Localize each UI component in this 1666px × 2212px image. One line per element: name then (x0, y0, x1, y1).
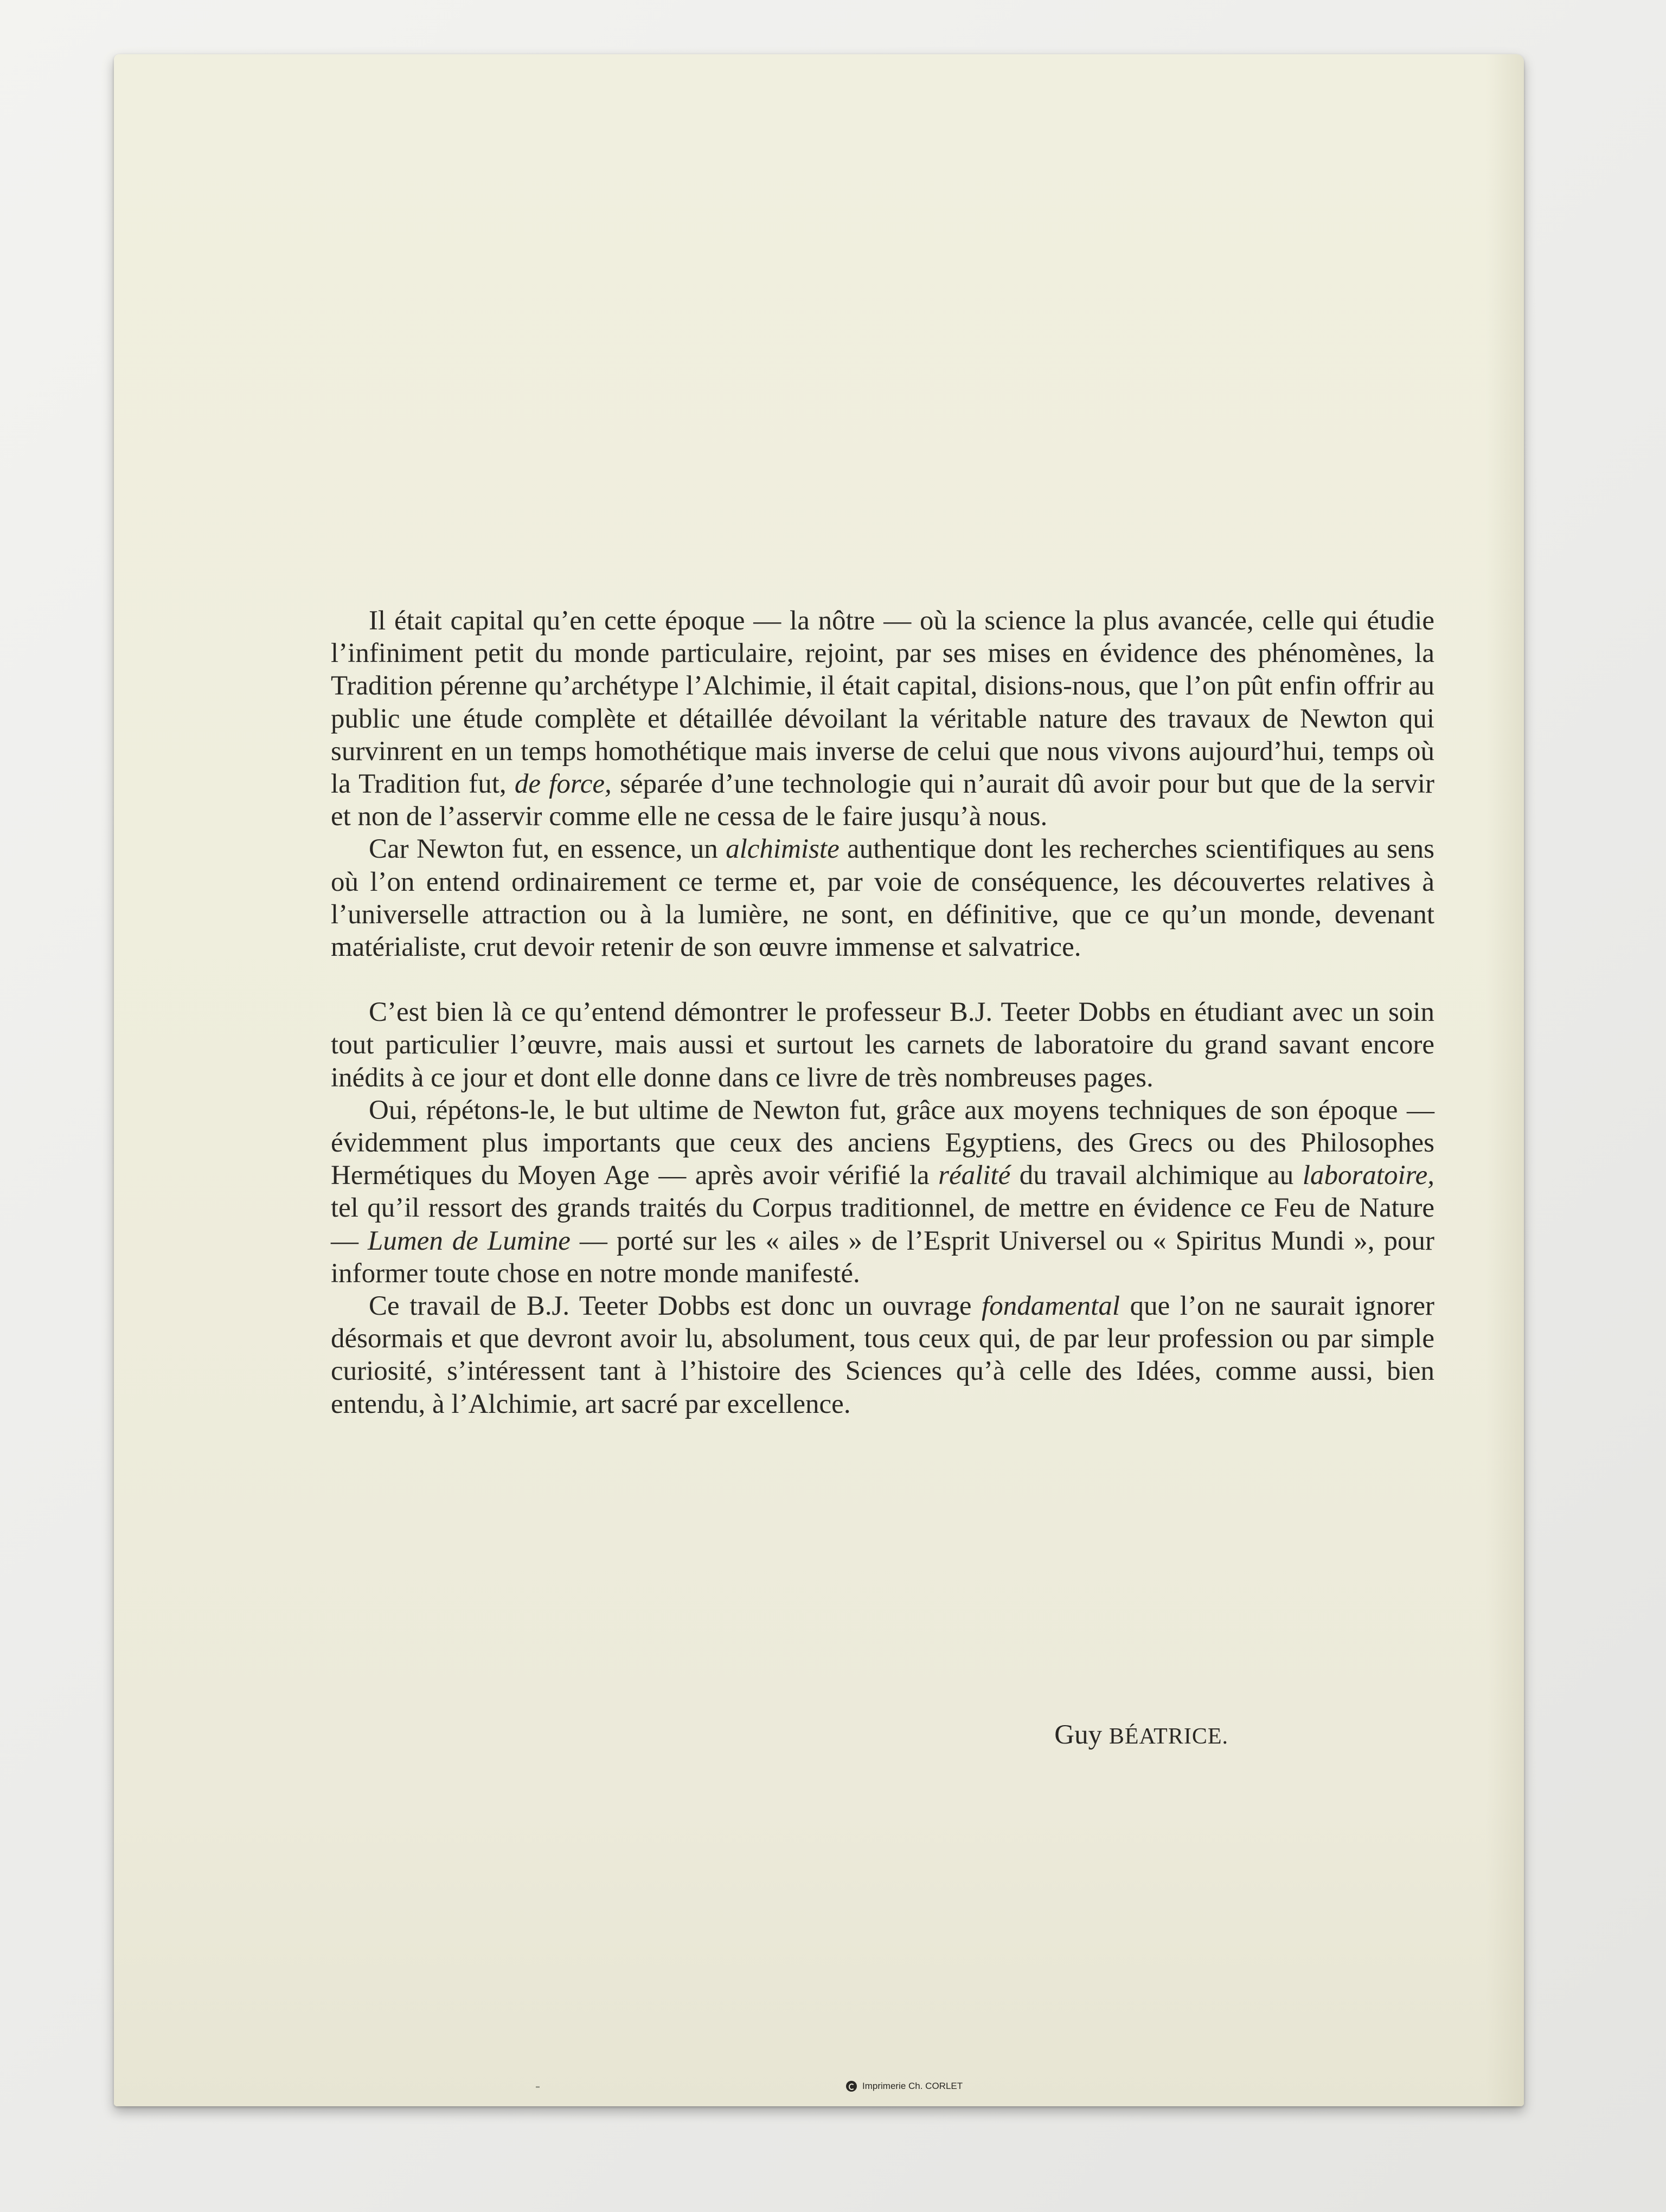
text-run: Il était capital qu’en cette époque — la nôtre — où la science la plus avancée, celle qui étudie l’infiniment petit du monde particulaire, rejoint, par ses mises en évidence des phénomènes, la Tradition pérenne qu’archétype l’Alchimie, il était capital, disions-nous, que l’on pût enfin offrir au public une étude complète et détaillée dévoilant la véritable nature des travaux de Newton qui survinrent en un temps homothétique mais inverse de celui que nous vivons aujourd’hui, temps où la Tradition fut, (331, 606, 1434, 800)
signature-last-name: BÉATRICE. (1108, 1724, 1228, 1749)
blurb-paragraph (331, 1094, 1434, 1290)
text-run: C’est bien là ce qu’entend démontrer le professeur B.J. Teeter Dobbs en étudiant avec un soin tout particulier l’œuvre, mais aussi et surtout les carnets de laboratoire du grand savant encore inédits à ce jour et dont elle donne dans ce livre de très nombreuses pages. (331, 997, 1434, 1093)
text-run: que l’on ne saurait ignorer désormais et que devront avoir lu, absolument, tous ceux qui, de par leur profession ou par simple curiosité, s’intéressent tant à l’histoire des Sciences qu’à celle des Idées, comme aussi, bien entendu, à l’Alchimie, art sacré par excellence. (331, 1291, 1435, 1419)
text-run: Ce travail de B.J. Teeter Dobbs est donc un ouvrage (369, 1291, 982, 1322)
text-run: Car Newton fut, en essence, un (369, 834, 726, 865)
text-run: authentique dont les recherches scientifiques au sens où l’on entend ordinairement ce terme et, par voie de conséquence, les découvertes relatives à l’universelle attraction ou à la lumière, ne sont, en définitive, que ce qu’un monde, devenant matérialiste, crut devoir retenir de son œuvre immense et salvatrice. (331, 834, 1434, 963)
text-run: tel qu’il ressort des grands traités du Corpus traditionnel, de mettre en évidence ce Feu de Nature — (331, 1193, 1434, 1256)
paper-speck (536, 2086, 540, 2088)
text-run: séparée d’une technologie qui n’aurait dû avoir pour but que de la servir et non de l’asservir comme elle ne cessa de le faire jusqu’à nous. (331, 769, 1434, 832)
text-run: du travail alchimique au (1010, 1160, 1303, 1191)
blurb-paragraph (331, 1290, 1434, 1420)
blurb-text (331, 605, 1434, 1420)
text-run: — porté sur les « ailes » de l’Esprit Universel ou « Spiritus Mundi », pour informer toute chose en notre monde manifesté. (331, 1225, 1435, 1289)
text-run: Oui, répétons-le, le but ultime de Newton fut, grâce aux moyens techniques de son époque — évidemment plus importants que ceux des anciens Egyptiens, des Grecs ou des Philosophes Hermétiques du Moyen Age — après avoir vérifié la (331, 1095, 1434, 1191)
printer-credit-text: Imprimerie Ch. CORLET (862, 2081, 963, 2091)
italic-phrase: laboratoire, (1302, 1160, 1434, 1191)
italic-phrase: alchimiste (726, 834, 840, 865)
signature-first-name: Guy (1054, 1720, 1103, 1750)
book-back-cover (114, 54, 1524, 2106)
printer-credit (846, 2081, 963, 2092)
italic-phrase: fondamental (982, 1291, 1120, 1322)
author-signature (1054, 1719, 1228, 1753)
italic-phrase: de force, (514, 769, 612, 800)
printer-logo-icon (846, 2081, 857, 2092)
blurb-paragraph (331, 605, 1434, 833)
italic-phrase: Lumen de Lumine (367, 1225, 571, 1256)
blurb-paragraph (331, 996, 1434, 1094)
italic-phrase: réalité (938, 1160, 1011, 1191)
blurb-paragraph (331, 833, 1434, 963)
